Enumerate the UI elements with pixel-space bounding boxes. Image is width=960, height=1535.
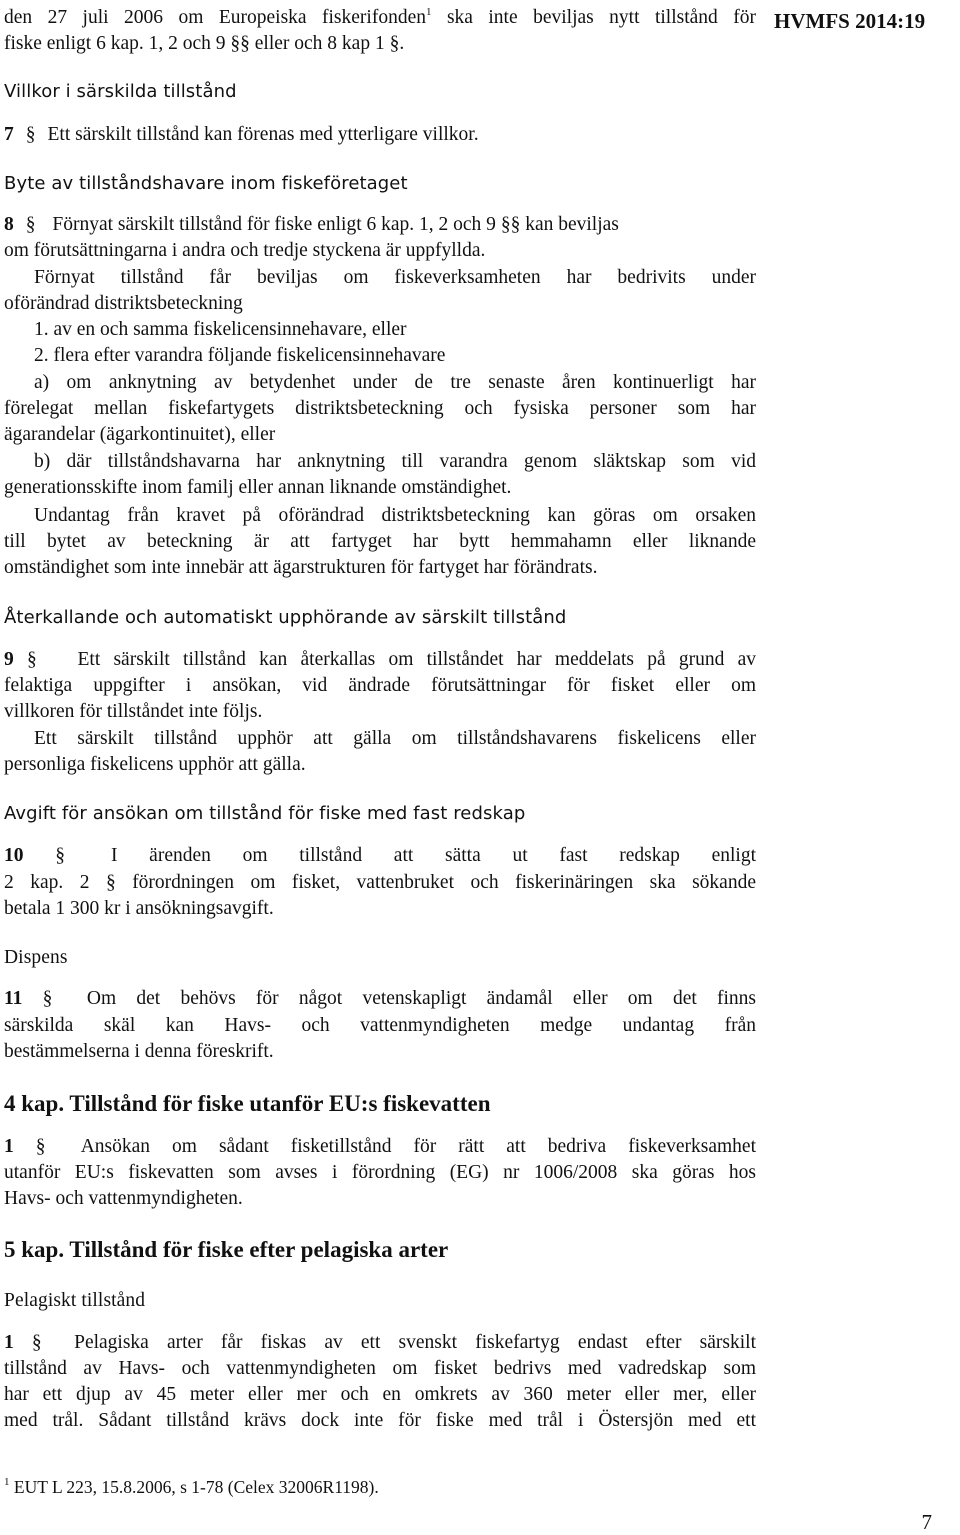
section-symbol: §§ <box>500 214 521 235</box>
section-heading: Villkor i särskilda tillstånd <box>4 81 237 102</box>
text-line: betala 1 300 kr i ansökningsavgift. <box>4 898 274 919</box>
text-line: oförändrad distriktsbeteckning <box>4 293 243 314</box>
paragraph-number: 11 <box>4 988 23 1009</box>
section-heading: Byte av tillståndshavare inom fiskeföretaget <box>4 173 408 194</box>
section-symbol: § <box>55 845 65 866</box>
header-line-1 <box>4 6 756 30</box>
section-symbol: § <box>25 124 36 145</box>
footnote-text: EUT L 223, 15.8.2006, s 1-78 (Celex 32006R1198). <box>13 1477 379 1497</box>
paragraph-text: Om det behövs för något vetenskapligt ändamål eller om det finns <box>86 988 757 1009</box>
paragraph-11 <box>4 987 756 1011</box>
paragraph-text: Ett särskilt tillstånd kan förenas med ytterligare villkor. <box>47 124 479 145</box>
text-line: generationsskifte inom familj eller annan liknande omständighet. <box>4 477 512 498</box>
paragraph-number: 9 <box>4 649 14 670</box>
text-line: personliga fiskelicens upphör att gälla. <box>4 754 306 775</box>
text-line: omständighet som inte innebär att ägarstrukturen för fartyget har förändrats. <box>4 557 598 578</box>
paragraph-8 <box>4 213 756 237</box>
paragraph-7 <box>4 123 756 147</box>
text-line: särskilda skäl kan Havs- och vattenmyndigheten medge undantag från <box>4 1015 756 1036</box>
text-line: 2 kap. 2 § förordningen om fisket, vattenbruket och fiskerinäringen ska sökande <box>4 872 756 893</box>
section-symbol: § <box>27 649 37 670</box>
paragraph-10 <box>4 844 756 868</box>
section-heading: Återkallande och automatiskt upphörande av särskilt tillstånd <box>4 607 567 628</box>
paragraph-text: kan beviljas <box>525 214 619 235</box>
paragraph-4-1 <box>4 1135 756 1159</box>
header-line-2: fiske enligt 6 kap. 1, 2 och 9 §§ eller och 8 kap 1 §. <box>4 33 405 54</box>
text-line: villkoren för tillståndet inte följs. <box>4 701 263 722</box>
text-line: med trål. Sådant tillstånd krävs dock inte för fiske med trål i Östersjön med ett <box>4 1410 756 1431</box>
paragraph-text: Pelagiska arter får fiskas av ett svenskt fiskefartyg endast efter särskilt <box>74 1332 757 1353</box>
text-line: ägarandelar (ägarkontinuitet), eller <box>4 424 276 445</box>
list-item: 1. av en och samma fiskelicensinnehavare, eller <box>34 319 407 340</box>
paragraph-number: 1 <box>4 1332 14 1353</box>
header-line-1-text: den 27 juli 2006 om Europeiska fiskerifonden <box>4 7 426 28</box>
text-line: Förnyat tillstånd får beviljas om fiskeverksamheten har bedrivits under <box>34 267 756 288</box>
chapter-title: 5 kap. Tillstånd för fiske efter pelagiska arter <box>4 1237 449 1262</box>
paragraph-text: Ett särskilt tillstånd kan återkallas om tillståndet har meddelats på grund av <box>77 649 756 670</box>
section-heading: Dispens <box>4 947 68 968</box>
text-line: Ett särskilt tillstånd upphör att gälla om tillståndshavarens fiskelicens eller <box>34 728 756 749</box>
paragraph-text: I ärenden om tillstånd att sätta ut fast redskap enligt <box>110 845 757 866</box>
document-id: HVMFS 2014:19 <box>774 9 926 33</box>
text-line: bestämmelserna i denna föreskrift. <box>4 1041 274 1062</box>
text-line: har ett djup av 45 meter eller mer och en omkrets av 360 meter eller mer, eller <box>4 1384 756 1405</box>
paragraph-number: 10 <box>4 845 24 866</box>
footnote-ref: 1 <box>425 6 432 18</box>
text-line: b) där tillståndshavarna har anknytning till varandra genom släktskap som vid <box>34 451 756 472</box>
text-line: tillstånd av Havs- och vattenmyndigheten om fisket bedrivs med vadredskap som <box>4 1358 756 1379</box>
list-item: 2. flera efter varandra följande fiskelicensinnehavare <box>34 345 446 366</box>
section-heading: Avgift för ansökan om tillstånd för fiske med fast redskap <box>4 803 526 824</box>
section-symbol: § <box>42 988 53 1009</box>
paragraph-number: 1 <box>4 1136 14 1157</box>
text-line: om förutsättningarna i andra och tredje styckena är uppfyllda. <box>4 240 486 261</box>
section-symbol: § <box>31 1332 42 1353</box>
text-line: felaktiga uppgifter i ansökan, vid ändrade förutsättningar för fisket eller om <box>4 675 756 696</box>
section-symbol: § <box>25 214 36 235</box>
section-symbol: § <box>35 1136 46 1157</box>
text-line: utanför EU:s fiskevatten som avses i förordning (EG) nr 1006/2008 ska göras hos <box>4 1162 756 1183</box>
text-line: Undantag från kravet på oförändrad distriktsbeteckning kan göras om orsaken <box>34 505 756 526</box>
text-line: till bytet av beteckning är att fartyget har bytt hemmahamn eller liknande <box>4 531 756 552</box>
chapter-title: 4 kap. Tillstånd för fiske utanför EU:s fiskevatten <box>4 1091 491 1116</box>
paragraph-number: 8 <box>4 214 14 235</box>
footnote-mark: 1 <box>4 1476 10 1488</box>
page-number: 7 <box>921 1510 932 1534</box>
section-heading: Pelagiskt tillstånd <box>4 1290 146 1311</box>
text-line: a) om anknytning av betydenhet under de tre senaste åren kontinuerligt har <box>34 372 756 393</box>
text-line: förelegat mellan fiskefartygets distriktsbeteckning och fysiska personer som har <box>4 398 756 419</box>
header-line-1-text-b: ska inte beviljas nytt tillstånd för <box>431 7 756 28</box>
paragraph-text: Ansökan om sådant fisketillstånd för rätt att bedriva fiskeverksamhet <box>80 1136 756 1157</box>
paragraph-number: 7 <box>4 124 14 145</box>
text-line: Havs- och vattenmyndigheten. <box>4 1188 243 1209</box>
paragraph-5-1 <box>4 1331 756 1355</box>
paragraph-9 <box>4 648 756 672</box>
footnote <box>4 1476 379 1498</box>
paragraph-text: Förnyat särskilt tillstånd för fiske enligt 6 kap. 1, 2 och 9 <box>52 214 496 235</box>
